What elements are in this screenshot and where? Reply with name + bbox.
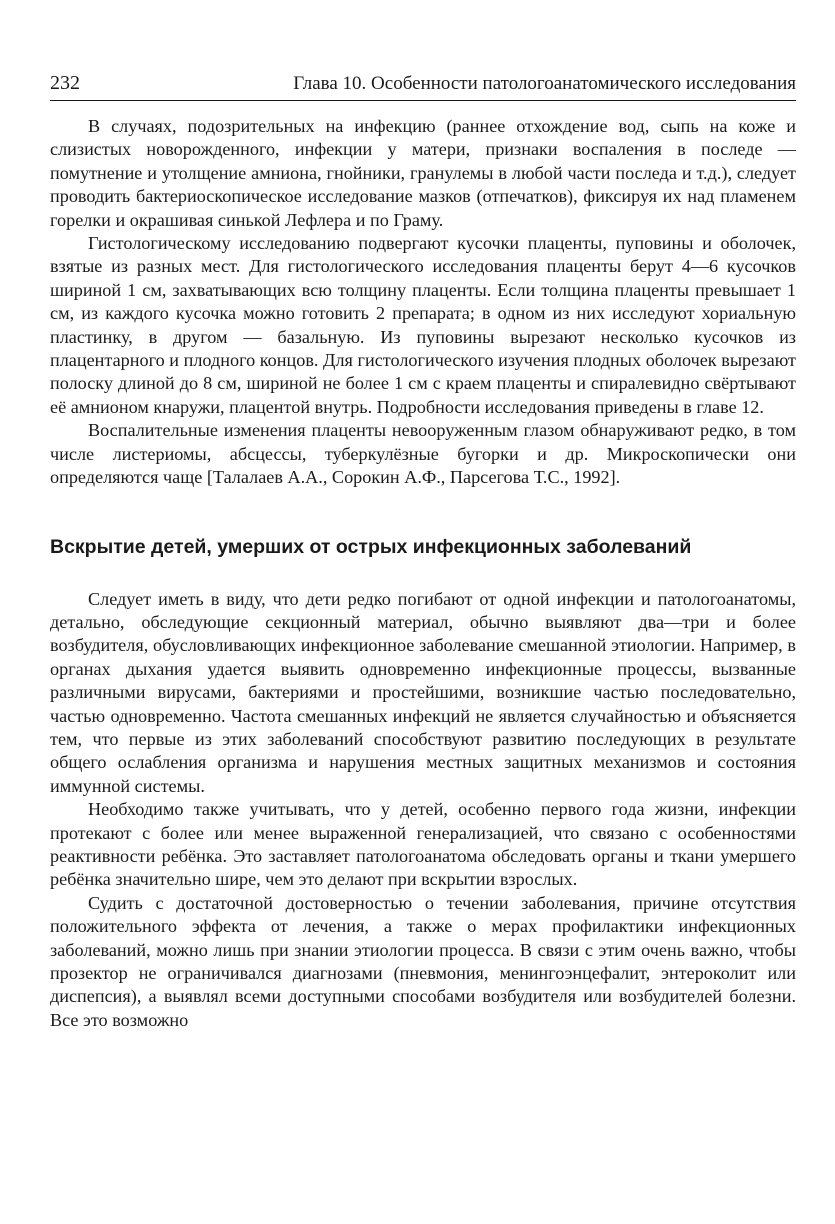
paragraph: Воспалительные изменения плаценты невооруженным глазом обнаруживают редко, в том числе листериомы, абсцессы, туберкулёзные бугорки и др. Микроскопически они определяются чаще [Талалаев А.А., Сорокин А.Ф., Парсегова Т.С., 1992]. [50, 420, 796, 488]
running-header [50, 70, 796, 101]
body-text [50, 115, 796, 1032]
paragraph: Следует иметь в виду, что дети редко погибают от одной инфекции и патологоанатомы, детально, обследующие секционный материал, обычно выявляют два—три и более возбудителя, обусловливающих инфекционное заболевание смешанной этиологии. Например, в органах дыхания удается выявить одновременно инфекционные процессы, вызванные различными вирусами, бактериями и простейшими, возникшие частью последовательно, частью одновременно. Частота смешанных инфекций не является случайностью и объясняется тем, что первые из этих заболеваний способствуют развитию последующих в результате общего ослабления организма и нарушения местных защитных механизмов и состояния иммунной системы. [50, 588, 796, 796]
page-number: 232 [50, 72, 80, 94]
section-heading: Вскрытие детей, умерших от острых инфекционных заболеваний [50, 535, 692, 558]
paragraph: Необходимо также учитывать, что у детей, особенно первого года жизни, инфекции протекают с более или менее выраженной генерализацией, что связано с особенностями реактивности ребёнка. Это заставляет патологоанатома обследовать органы и ткани умершего ребёнка значительно шире, чем это делают при вскрытии взрослых. [50, 799, 796, 890]
chapter-title: Глава 10. Особенности патологоанатомического исследования [293, 73, 796, 94]
book-page [50, 70, 796, 1032]
paragraph: В случаях, подозрительных на инфекцию (раннее отхождение вод, сыпь на коже и слизистых новорожденного, инфекции у матери, признаки воспаления в последе — помутнение и утолщение амниона, гнойники, гранулемы в любой части последа и т.д.), следует проводить бактериоскопическое исследование мазков (отпечатков), фиксируя их над пламенем горелки и окрашивая синькой Лефлера и по Граму. [50, 116, 796, 230]
paragraph: Судить с достаточной достоверностью о течении заболевания, причине отсутствия положительного эффекта от лечения, а также о мерах профилактики инфекционных заболеваний, можно лишь при знании этиологии процесса. В связи с этим очень важно, чтобы прозектор не ограничивался диагнозами (пневмония, менингоэнцефалит, энтероколит или диспепсия), а выявлял всеми доступными способами возбудителя или возбудителей болезни. Все это возможно [50, 892, 796, 1030]
paragraph: Гистологическому исследованию подвергают кусочки плаценты, пуповины и оболочек, взятые из разных мест. Для гистологического исследования плаценты берут 4—6 кусочков шириной 1 см, захватывающих всю толщину плаценты. Если толщина плаценты превышает 1 см, из каждого кусочка можно готовить 2 препарата; в одном из них исследуют хориальную пластинку, в другом — базальную. Из пуповины вырезают несколько кусочков из плацентарного и плодного концов. Для гистологического изучения плодных оболочек вырезают полоску длиной до 8 см, шириной не более 1 см с краем плаценты и спиралевидно свёртывают её амнионом кнаружи, плацентой внутрь. Подробности исследования приведены в главе 12. [50, 233, 796, 417]
